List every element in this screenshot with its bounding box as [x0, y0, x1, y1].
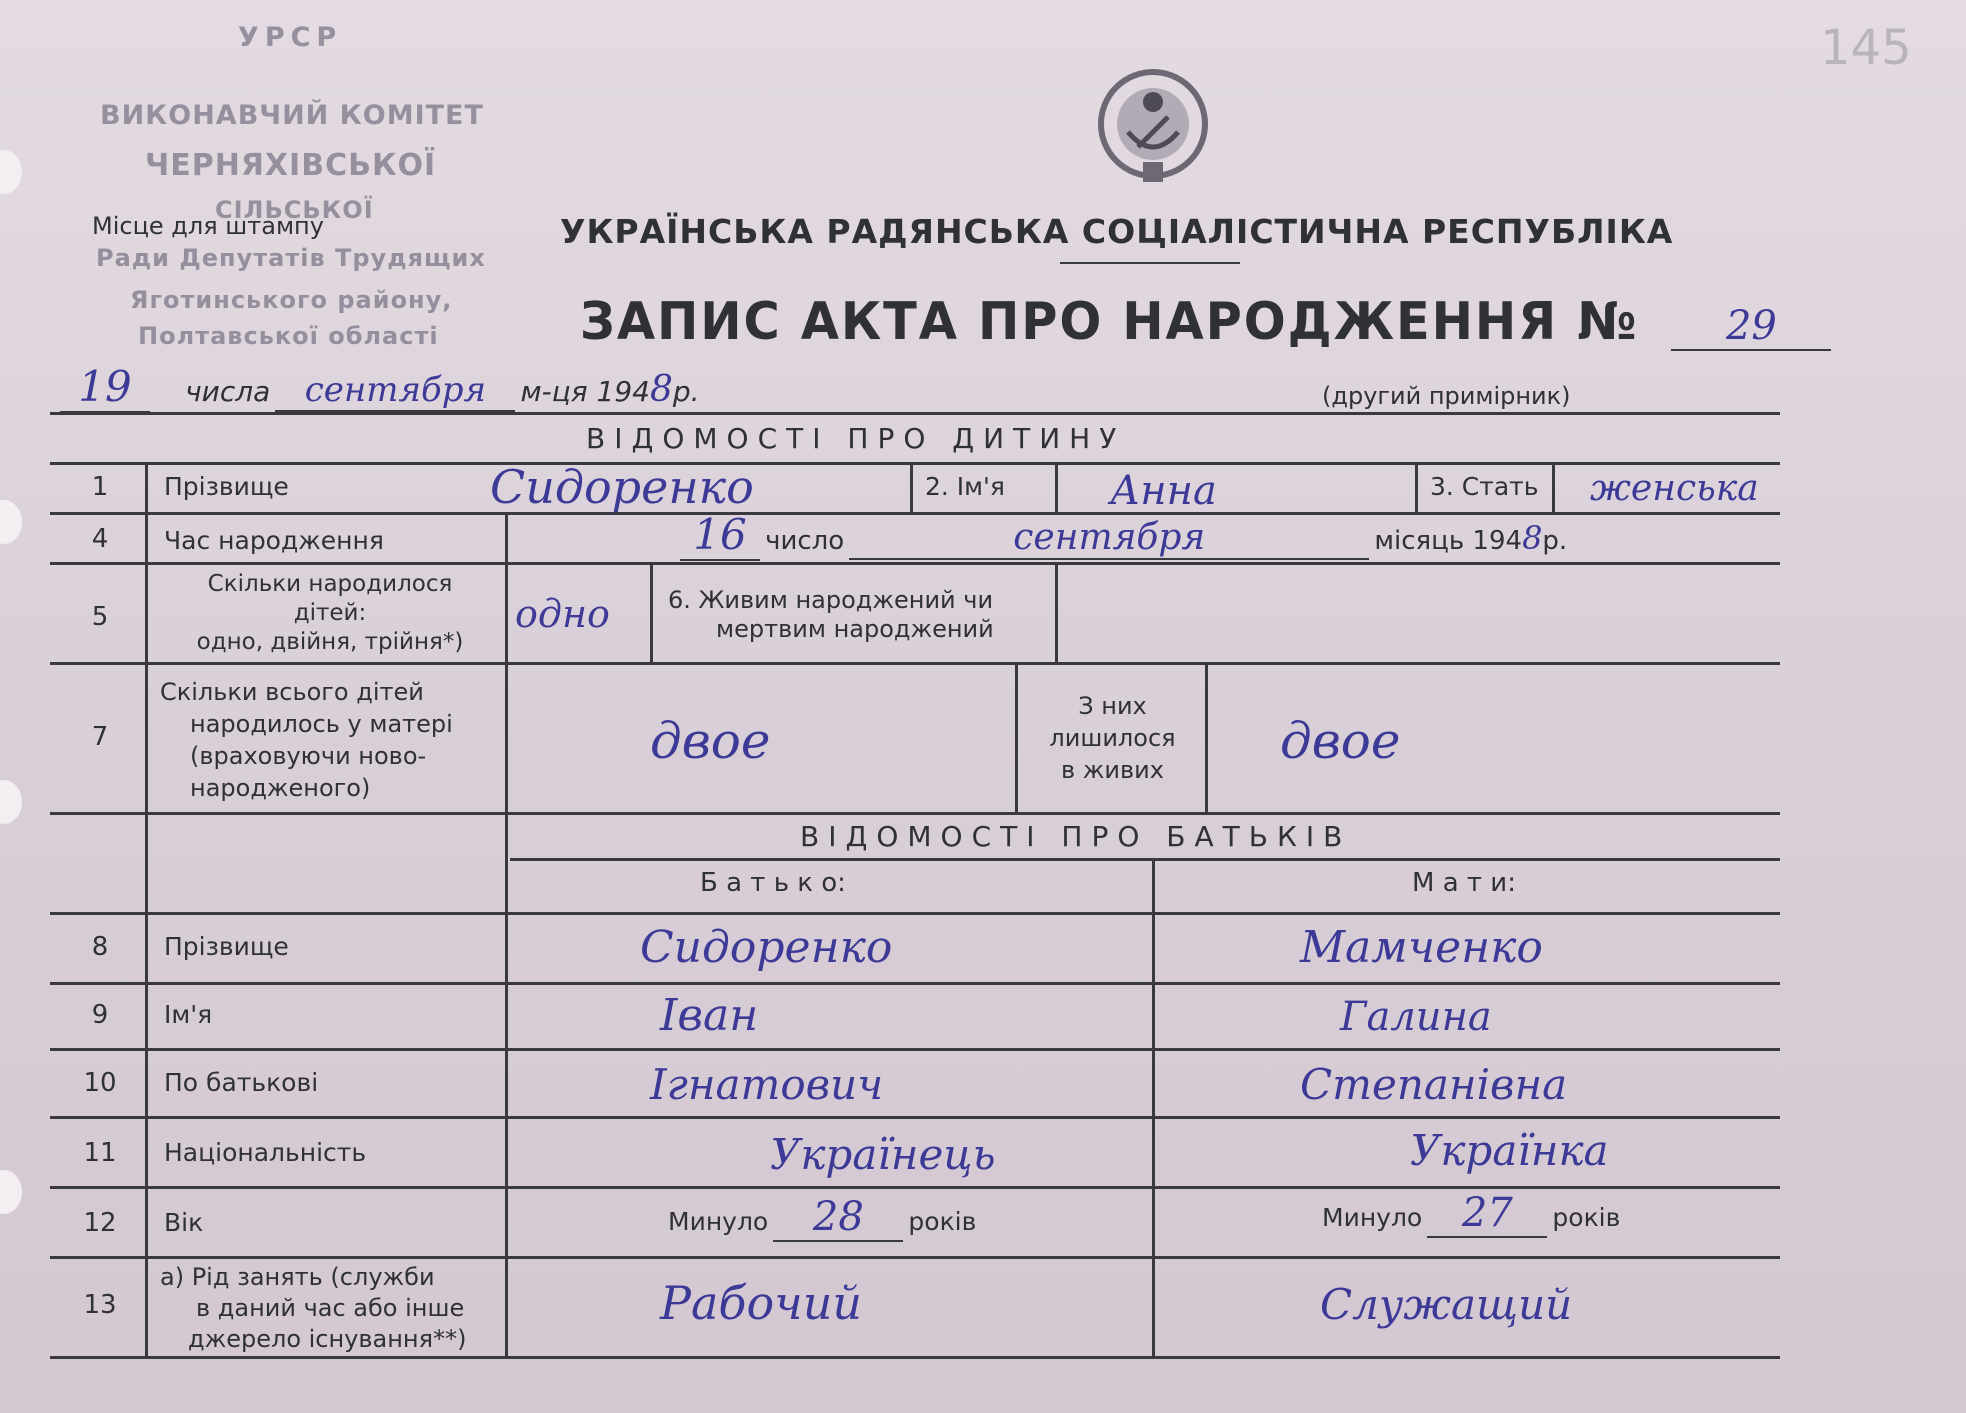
table-rule — [510, 858, 1780, 861]
total-children-value: двое — [650, 712, 771, 770]
mother-nationality: Українка — [1410, 1126, 1609, 1175]
children-born-label: Скільки народилося дітей: одно, двійня, трійня*) — [196, 571, 464, 655]
table-rule — [1152, 858, 1155, 1356]
stamp-line: ЧЕРНЯХІВСЬКОЇ — [145, 148, 437, 183]
birth-time-label: Час народження — [164, 526, 384, 555]
punch-hole — [0, 150, 22, 194]
father-name: Іван — [660, 990, 759, 1041]
stamp-place-label: Місце для штампу — [92, 212, 324, 240]
copy-note: (другий примірник) — [1322, 382, 1571, 410]
birth-date — [680, 510, 1567, 561]
reg-year-digit: 8 — [649, 369, 673, 410]
row-number: 5 — [91, 602, 109, 632]
alive-value: двое — [1280, 712, 1401, 770]
row-number: 10 — [83, 1068, 117, 1098]
document-title — [552, 292, 1831, 352]
table-rule — [50, 912, 1780, 915]
mother-name: Галина — [1340, 994, 1492, 1040]
name-label: Ім'я — [164, 1000, 213, 1029]
child-section-heading: ВІДОМОСТІ ПРО ДИТИНУ — [586, 422, 1126, 455]
table-rule — [50, 1256, 1780, 1259]
row-number: 7 — [91, 722, 109, 752]
table-rule — [505, 512, 508, 1356]
reg-month: сентября — [275, 370, 515, 412]
table-rule — [1205, 662, 1208, 812]
table-rule — [1415, 462, 1418, 512]
table-rule — [50, 1186, 1780, 1189]
sex-label: 3. Стать — [1430, 472, 1539, 501]
table-rule — [1552, 462, 1555, 512]
stamp-line: Полтавської області — [138, 322, 439, 350]
table-rule — [50, 1048, 1780, 1051]
father-surname: Сидоренко — [640, 922, 893, 973]
stamp-line: ВИКОНАВЧИЙ КОМІТЕТ — [100, 100, 484, 131]
row-number: 12 — [83, 1208, 117, 1238]
reg-month-label: м-ця 194 — [520, 375, 650, 408]
nationality-label: Національність — [164, 1138, 367, 1167]
page-number: 145 — [1820, 20, 1912, 76]
table-rule — [50, 1116, 1780, 1119]
mother-occupation: Служащий — [1320, 1280, 1573, 1329]
father-column-label: Б а т ь к о: — [700, 868, 846, 898]
record-number: 29 — [1671, 303, 1831, 351]
children-born-value: одно — [515, 592, 610, 636]
table-rule — [1015, 662, 1018, 812]
father-patronymic: Ігнатович — [650, 1060, 884, 1109]
birth-day-label: число — [765, 526, 845, 556]
table-rule — [50, 1356, 1780, 1359]
stamp-line: УРСР — [238, 22, 343, 53]
child-sex: женська — [1590, 468, 1759, 509]
patronymic-label: По батькові — [164, 1068, 319, 1097]
table-rule — [50, 462, 1780, 465]
age-label: Вік — [164, 1208, 204, 1237]
stamp-line: СІЛЬСЬКОЇ — [215, 196, 374, 224]
table-rule — [50, 982, 1780, 985]
mother-column-label: М а т и: — [1412, 868, 1516, 898]
divider — [1060, 262, 1240, 264]
alive-label: З них лишилося в живих — [1049, 692, 1176, 784]
table-rule — [50, 412, 1780, 415]
mother-surname: Мамченко — [1300, 922, 1543, 973]
table-rule — [50, 562, 1780, 565]
child-surname: Сидоренко — [490, 460, 754, 514]
row-number: 8 — [91, 932, 109, 962]
republic-heading: УКРАЇНСЬКА РАДЯНСЬКА СОЦІАЛІСТИЧНА РЕСПУБЛІКА — [560, 212, 1674, 251]
punch-hole — [0, 500, 22, 544]
table-rule — [50, 662, 1780, 665]
table-rule — [1055, 462, 1058, 512]
father-age: Минуло 28 років — [668, 1194, 977, 1240]
name-label: 2. Ім'я — [925, 472, 1005, 501]
father-occupation: Рабочий — [660, 1276, 863, 1330]
mother-patronymic: Степанівна — [1300, 1060, 1568, 1109]
parents-section-heading: ВІДОМОСТІ ПРО БАТЬКІВ — [800, 820, 1352, 853]
birth-year-digit: 8 — [1522, 519, 1543, 557]
reg-day-label: числа — [185, 375, 271, 408]
mother-age-value: 27 — [1427, 1190, 1547, 1238]
birth-day: 16 — [680, 510, 760, 561]
stamp-line: Ради Депутатів Трудящих — [96, 244, 486, 272]
child-name: Анна — [1110, 468, 1217, 514]
punch-hole — [0, 780, 22, 824]
father-nationality: Українець — [770, 1130, 996, 1179]
mother-age: Минуло 27 років — [1322, 1190, 1621, 1236]
row-number: 9 — [91, 1000, 109, 1030]
surname-label: Прізвище — [164, 932, 289, 961]
row-number: 13 — [83, 1290, 117, 1320]
total-children-label: Скільки всього дітей народилось у матері (враховуючи ново- народженого) — [160, 678, 453, 802]
birth-month-label: місяць 194 — [1374, 526, 1523, 556]
row-number: 1 — [91, 472, 109, 502]
table-rule — [50, 812, 1780, 815]
row-number: 11 — [83, 1138, 117, 1168]
reg-year-suffix: р. — [672, 375, 700, 408]
birth-year-suffix: р. — [1542, 526, 1568, 556]
reg-day: 19 — [60, 362, 150, 413]
row-number: 4 — [91, 524, 109, 554]
table-rule — [145, 462, 148, 1356]
live-birth-label: 6. Живим народжений чи мертвим народжений — [668, 586, 994, 643]
registration-date-line — [60, 362, 700, 413]
table-rule — [650, 562, 653, 662]
surname-label: Прізвище — [164, 472, 289, 501]
punch-hole — [0, 1170, 22, 1214]
birth-month: сентября — [849, 517, 1369, 560]
table-rule — [910, 462, 913, 512]
father-age-value: 28 — [773, 1194, 903, 1242]
table-rule — [1055, 562, 1058, 662]
title-text: ЗАПИС АКТА ПРО НАРОДЖЕННЯ № — [579, 292, 1639, 352]
stamp-line: Яготинського району, — [130, 286, 453, 314]
coat-of-arms-emblem — [1088, 62, 1218, 192]
occupation-label: а) Рід занять (служби в даний час або інше джерело існування**) — [160, 1263, 467, 1353]
